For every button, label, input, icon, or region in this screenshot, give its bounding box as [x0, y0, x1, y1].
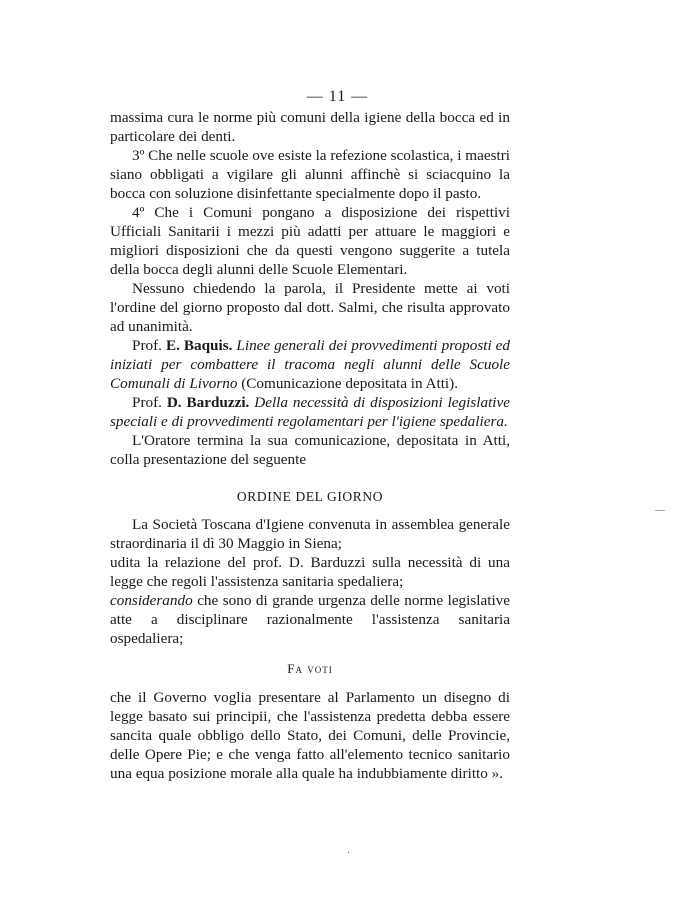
barduzzi-title: Della necessità di disposizioni legislative speciali e di provvedimenti regolamentari per l'igiene spedaliera.: [110, 394, 511, 430]
considerando-word: considerando: [110, 592, 193, 609]
paragraph-continuation: massima cura le norme più comuni della igiene della bocca ed in particolare dei denti.: [110, 109, 510, 145]
baquis-note: (Comunicazione depositata in Atti).: [241, 375, 459, 392]
margin-speck: —: [655, 505, 665, 516]
paragraph-oratore: L'Oratore termina la sua comunicazione, depositata in Atti, colla presentazione del seguente: [110, 432, 510, 468]
barduzzi-prefix: Prof.: [132, 394, 162, 411]
ordine-paragraph-2: udita la relazione del prof. D. Barduzzi sulla necessità di una legge che regoli l'assistenza sanitaria spedaliera;: [110, 554, 510, 590]
baquis-name: E. Baquis.: [165, 337, 233, 354]
ordine-paragraph-1: La Società Toscana d'Igiene convenuta in assemblea generale straordinaria il dì 30 Maggio in Siena;: [110, 516, 510, 552]
paragraph-vote: Nessuno chiedendo la parola, il Presidente mette ai voti l'ordine del giorno proposto dal dott. Salmi, che risulta approvato ad unanimità.: [110, 280, 510, 335]
baquis-prefix: Prof.: [132, 337, 162, 354]
paragraph-point-3: 3º Che nelle scuole ove esiste la refezione scolastica, i maestri siano obbligati a vigilare gli alunni affinchè si sciacquino la bocca con soluzione disinfettante specialmente dopo il pasto.: [110, 147, 510, 202]
ordine-paragraph-3: [110, 591, 510, 648]
ordine-paragraph-3-rest: che sono di grande urgenza delle norme legislative atte a disciplinare razionalmente l'assistenza sanitaria ospedaliera;: [110, 592, 511, 647]
final-paragraph: che il Governo voglia presentare al Parlamento un disegno di legge basato sui principii, che l'assistenza predetta debba essere sancita quale obbligo dello Stato, dei Comuni, delle Provincie, delle Opere Pie; e che venga fatto all'elemento tecnico sanitario una equa posizione morale alla quale ha indubbiamente diritto ».: [110, 689, 510, 782]
paragraph-baquis: [110, 336, 510, 393]
paragraph-point-4: 4º Che i Comuni pongano a disposizione dei rispettivi Ufficiali Sanitarii i mezzi più adatti per attuare le maggiori e migliori disposizioni che da questi vengono suggerite a tutela della bocca degli alunni delle Scuole Elementari.: [110, 204, 510, 278]
heading-fa-voti: Fa voti: [287, 661, 333, 676]
baquis-title: Linee generali dei provvedimenti proposti ed iniziati per combattere il tracoma negli alunni delle Scuole Comunali di Livorno: [110, 337, 510, 392]
barduzzi-name: D. Barduzzi.: [166, 394, 250, 411]
paragraph-barduzzi: [110, 393, 510, 431]
heading-ordine-del-giorno: ORDINE DEL GIORNO: [236, 489, 384, 504]
bottom-speck: ·: [347, 848, 351, 859]
body-text: [110, 108, 510, 783]
page-number: — 11 —: [306, 88, 369, 105]
